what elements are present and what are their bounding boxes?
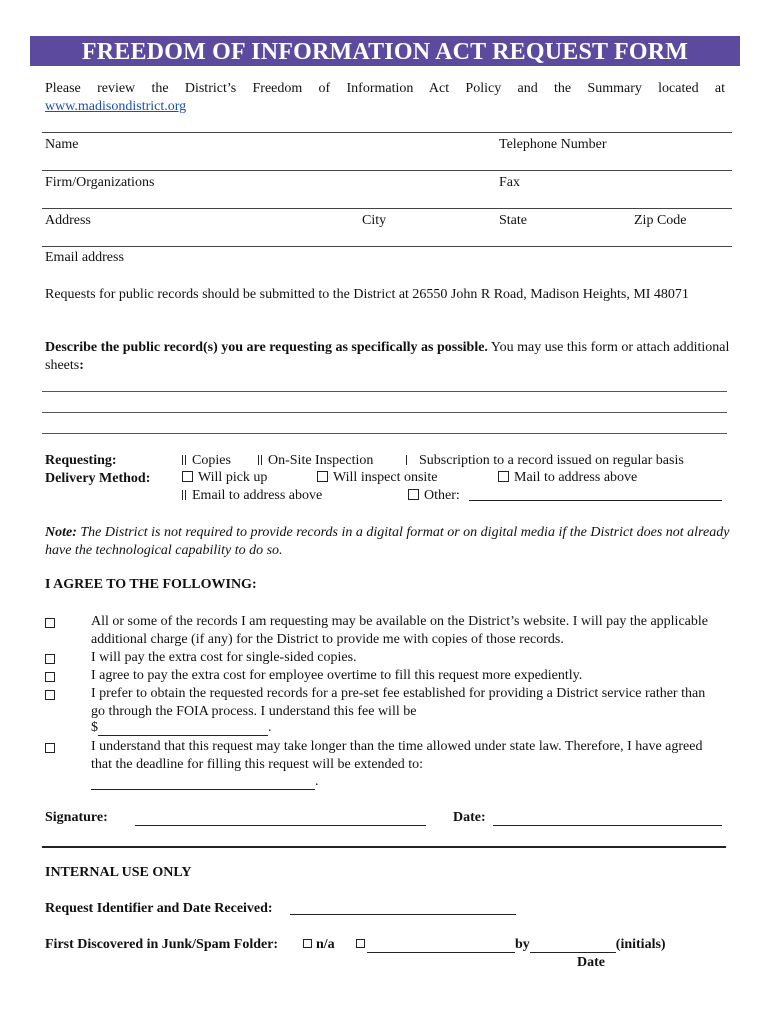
option-subscription-label: Subscription to a record issued on regular basis xyxy=(419,453,684,468)
na-label: n/a xyxy=(316,937,335,952)
name-label: Name xyxy=(45,137,79,152)
option-pickup-label: Will pick up xyxy=(198,470,268,485)
agree-item-2: I will pay the extra cost for single-sided copies. xyxy=(91,650,357,665)
option-mail[interactable] xyxy=(498,470,637,486)
form-title: FREEDOM OF INFORMATION ACT REQUEST FORM xyxy=(30,36,740,66)
other-input-line[interactable] xyxy=(469,500,722,501)
agree-item-4: I prefer to obtain the requested records for a pre-set fee established for providing a District service rather than go through the FOIA process. I understand this fee will be xyxy=(91,686,706,719)
agree-item-1: All or some of the records I am requesting may be available on the District’s website. I will pay the applicable additional charge (if any) for the District to provide me with copies of those records. xyxy=(91,614,708,647)
checkbox-icon[interactable] xyxy=(408,489,419,500)
internal-heading: INTERNAL USE ONLY xyxy=(45,865,192,880)
request-identifier-label: Request Identifier and Date Received: xyxy=(45,901,273,916)
option-onsite-label: On-Site Inspection xyxy=(268,453,374,468)
junk-date-field[interactable] xyxy=(356,937,666,953)
deadline-period: . xyxy=(315,774,319,789)
intro-text: Please review the District’s Freedom of Information Act Policy and the Summary located at xyxy=(45,81,725,96)
describe-colon: : xyxy=(79,358,84,373)
description-line[interactable] xyxy=(42,412,727,413)
dollar-sign: $ xyxy=(91,720,98,735)
checkbox-icon[interactable] xyxy=(182,471,193,482)
address-field-line[interactable] xyxy=(42,246,732,247)
address-label: Address xyxy=(45,213,91,228)
agree-checkbox-1[interactable] xyxy=(45,618,55,628)
date-line[interactable] xyxy=(493,825,722,826)
option-inspect[interactable] xyxy=(317,470,437,486)
signature-line[interactable] xyxy=(135,825,426,826)
checkbox-icon[interactable] xyxy=(406,455,407,465)
district-website-link[interactable]: www.madisondistrict.org xyxy=(45,99,187,114)
option-subscription[interactable] xyxy=(406,453,684,469)
junk-folder-label: First Discovered in Junk/Spam Folder: xyxy=(45,937,279,952)
fax-label: Fax xyxy=(499,175,520,190)
describe-rest: You may use this form or attach additional sheets xyxy=(45,340,730,373)
requesting-label: Requesting: xyxy=(45,453,117,468)
by-label: by xyxy=(515,937,530,952)
state-label: State xyxy=(499,213,527,228)
agree-item-3: I agree to pay the extra cost for employee overtime to fill this request more expediently. xyxy=(91,668,583,683)
email-label: Email address xyxy=(45,250,124,265)
option-email[interactable] xyxy=(182,488,322,504)
option-mail-label: Mail to address above xyxy=(514,470,638,485)
agree-item-5: I understand that this request may take longer than the time allowed under state law. Therefore, I have agreed that the deadline for filling this request will be extended to: xyxy=(91,739,703,772)
zip-label: Zip Code xyxy=(634,213,687,228)
describe-bold: Describe the public record(s) you are requesting as specifically as possible. xyxy=(45,340,488,355)
option-onsite[interactable] xyxy=(258,453,373,469)
submission-instructions: Requests for public records should be submitted to the District at 26550 John R Road, Madison Heights, MI 48071 xyxy=(45,287,689,302)
agree-checkbox-4[interactable] xyxy=(45,690,55,700)
checkbox-icon[interactable] xyxy=(258,455,262,465)
junk-date-line[interactable] xyxy=(367,939,515,953)
checkbox-icon[interactable] xyxy=(356,939,365,948)
initials-label: (initials) xyxy=(615,937,666,952)
fee-period: . xyxy=(268,720,272,735)
delivery-label: Delivery Method: xyxy=(45,471,151,486)
na-option[interactable] xyxy=(303,937,335,953)
checkbox-icon[interactable] xyxy=(182,490,186,500)
agree-checkbox-3[interactable] xyxy=(45,672,55,682)
note-body: The District is not required to provide records in a digital format or on digital media if the District does not already have the technological capability to do so. xyxy=(45,525,730,558)
deadline-line[interactable] xyxy=(91,776,315,790)
description-line[interactable] xyxy=(42,433,727,434)
checkbox-icon[interactable] xyxy=(317,471,328,482)
option-inspect-label: Will inspect onsite xyxy=(333,470,438,485)
deadline-field[interactable] xyxy=(91,774,319,790)
option-copies-label: Copies xyxy=(192,453,231,468)
option-copies[interactable] xyxy=(182,453,231,469)
internal-divider xyxy=(42,846,726,848)
option-pickup[interactable] xyxy=(182,470,267,486)
name-field-line[interactable] xyxy=(42,170,732,171)
city-label: City xyxy=(362,213,387,228)
option-other-label: Other: xyxy=(424,488,460,503)
agree-checkbox-2[interactable] xyxy=(45,654,55,664)
checkbox-icon[interactable] xyxy=(303,939,312,948)
checkbox-icon[interactable] xyxy=(498,471,509,482)
initials-line[interactable] xyxy=(530,939,616,953)
fee-amount-field[interactable] xyxy=(91,720,272,736)
firm-label: Firm/Organizations xyxy=(45,175,155,190)
signature-label: Signature: xyxy=(45,810,108,825)
option-other[interactable] xyxy=(408,488,460,504)
checkbox-icon[interactable] xyxy=(182,455,186,465)
agree-checkbox-5[interactable] xyxy=(45,743,55,753)
telephone-label: Telephone Number xyxy=(499,137,607,152)
note-text xyxy=(45,524,730,560)
describe-instructions xyxy=(45,339,735,375)
divider xyxy=(42,132,732,133)
date-label: Date: xyxy=(453,810,486,825)
firm-field-line[interactable] xyxy=(42,208,732,209)
request-identifier-line[interactable] xyxy=(290,914,516,915)
note-label: Note: xyxy=(45,525,77,540)
option-email-label: Email to address above xyxy=(192,488,323,503)
junk-date-caption: Date xyxy=(577,955,605,970)
fee-amount-line[interactable] xyxy=(98,722,268,736)
description-line[interactable] xyxy=(42,391,727,392)
agree-heading: I AGREE TO THE FOLLOWING: xyxy=(45,577,257,592)
